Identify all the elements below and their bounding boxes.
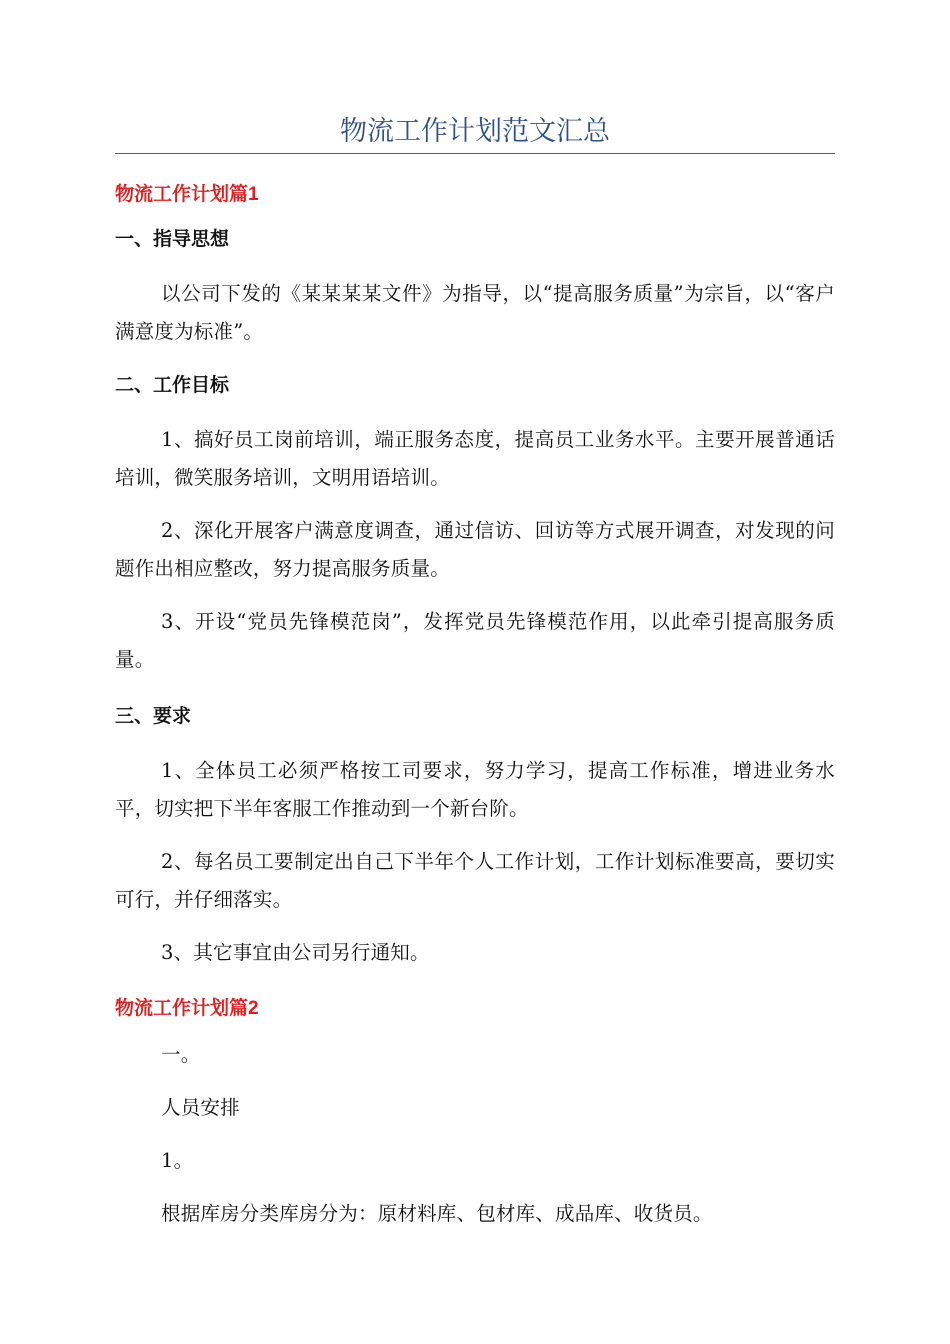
subheading-work-goals: 二、工作目标 (115, 375, 230, 396)
document-title: 物流工作计划范文汇总 (340, 116, 610, 147)
paragraph: 1、全体员工必须严格按工司要求，努力学习，提高工作标准，增进业务水平，切实把下半年客服工作推动到一个新台阶。 (115, 759, 835, 820)
paragraph: 2、每名员工要制定出自己下半年个人工作计划，工作计划标准要高，要切实可行，并仔细落实。 (115, 850, 835, 911)
section-heading-2: 物流工作计划篇2 (115, 998, 259, 1019)
paragraph: 2、深化开展客户满意度调查，通过信访、回访等方式展开调查，对发现的问题作出相应整改，努力提高服务质量。 (115, 519, 835, 580)
paragraph: 以公司下发的《某某某某文件》为指导，以“提高服务质量”为宗旨，以“客户满意度为标准”。 (115, 282, 835, 343)
section-heading-1: 物流工作计划篇1 (115, 184, 259, 205)
title-underline (115, 153, 835, 154)
subheading-requirements: 三、要求 (115, 706, 192, 727)
paragraph: 1、搞好员工岗前培训，端正服务态度，提高员工业务水平。主要开展普通话培训，微笑服务培训，文明用语培训。 (115, 428, 835, 489)
subheading-guiding-ideology: 一、指导思想 (115, 229, 230, 250)
paragraph: 3、其它事宜由公司另行通知。 (161, 941, 430, 964)
paragraph: 1。 (161, 1149, 194, 1172)
paragraph: 人员安排 (161, 1096, 240, 1119)
paragraph: 3、开设“党员先锋模范岗”，发挥党员先锋模范作用，以此牵引提高服务质量。 (115, 610, 835, 671)
paragraph: 一。 (161, 1043, 201, 1066)
paragraph: 根据库房分类库房分为：原材料库、包材库、成品库、收货员。 (161, 1202, 713, 1225)
